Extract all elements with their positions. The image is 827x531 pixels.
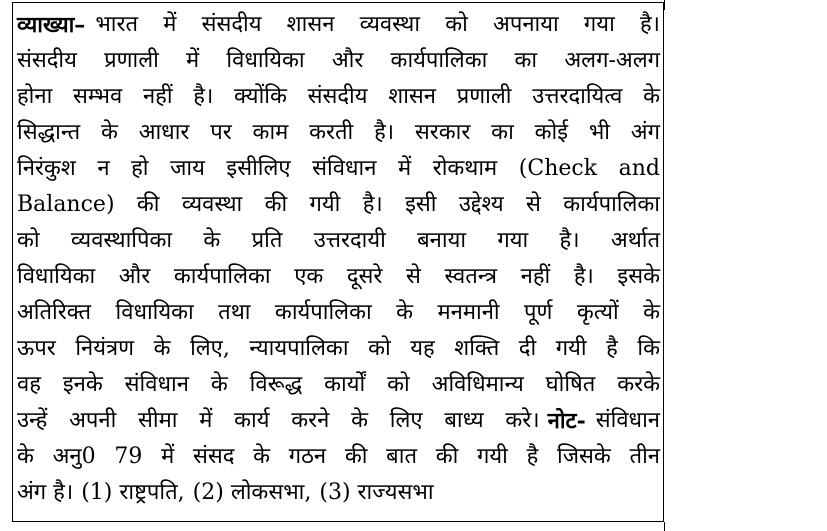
text-line-content: संविधान <box>595 408 660 433</box>
text-line-part: (3) राज्यसभा <box>319 480 434 505</box>
text-line-content: भारत में संसदीय शासन व्यवस्था को अपनाया गया है। <box>95 12 660 37</box>
text-line <box>17 151 660 187</box>
text-line-part: (2) लोकसभा, <box>192 480 312 505</box>
text-line-content: उन्हें अपनी सीमा में कार्य करने के लिए बाध्य करे। <box>17 408 540 433</box>
text-line-content: ऊपर नियंत्रण के लिए, न्यायपालिका को यह शक्ति दी गयी है कि <box>17 336 660 361</box>
text-line-content: वह इनके संविधान के विरूद्ध कार्यों को अविधिमान्य घोषित करके <box>17 372 660 397</box>
text-line <box>17 295 660 331</box>
text-line <box>17 367 660 403</box>
text-line-content: के अनु0 79 में संसद के गठन की बात की गयी है जिसके तीन <box>17 444 660 469</box>
text-line <box>17 7 660 43</box>
text-line <box>17 79 660 115</box>
text-line-content: निरंकुश न हो जाय इसीलिए संविधान में रोकथाम (Check and <box>17 156 660 181</box>
text-line <box>17 475 660 511</box>
text-line <box>17 403 660 439</box>
text-line-part: अंग है। <box>17 480 74 505</box>
text-line <box>17 259 660 295</box>
explanation-label: व्याख्या– <box>17 12 86 38</box>
text-line <box>17 43 660 79</box>
text-line-content: होना सम्भव नहीं है। क्योंकि संसदीय शासन प्रणाली उत्तरदायित्व के <box>17 84 660 109</box>
text-line <box>17 187 660 223</box>
page-guide-line <box>664 0 665 10</box>
text-line-content: विधायिका और कार्यपालिका एक दूसरे से स्वतन्त्र नहीं है। इसके <box>17 264 660 289</box>
text-line <box>17 439 660 475</box>
text-box <box>12 2 664 522</box>
text-line <box>17 223 660 259</box>
note-label: नोट- <box>547 408 586 434</box>
text-line <box>17 331 660 367</box>
text-line <box>17 115 660 151</box>
text-line-content: संसदीय प्रणाली में विधायिका और कार्यपालिका का अलग-अलग <box>17 48 660 73</box>
text-line-content: Balance) की व्यवस्था की गयी है। इसी उद्देश्य से कार्यपालिका <box>17 192 660 217</box>
text-line-part: (1) राष्ट्रपति, <box>81 480 185 505</box>
text-line-content: को व्यवस्थापिका के प्रति उत्तरदायी बनाया गया है। अर्थात <box>17 228 660 253</box>
page-guide-line <box>664 522 665 531</box>
text-line-content: अतिरिक्त विधायिका तथा कार्यपालिका के मनमानी पूर्ण कृत्यों के <box>17 300 660 325</box>
text-line-content: सिद्धान्त के आधार पर काम करती है। सरकार का कोई भी अंग <box>17 120 660 145</box>
